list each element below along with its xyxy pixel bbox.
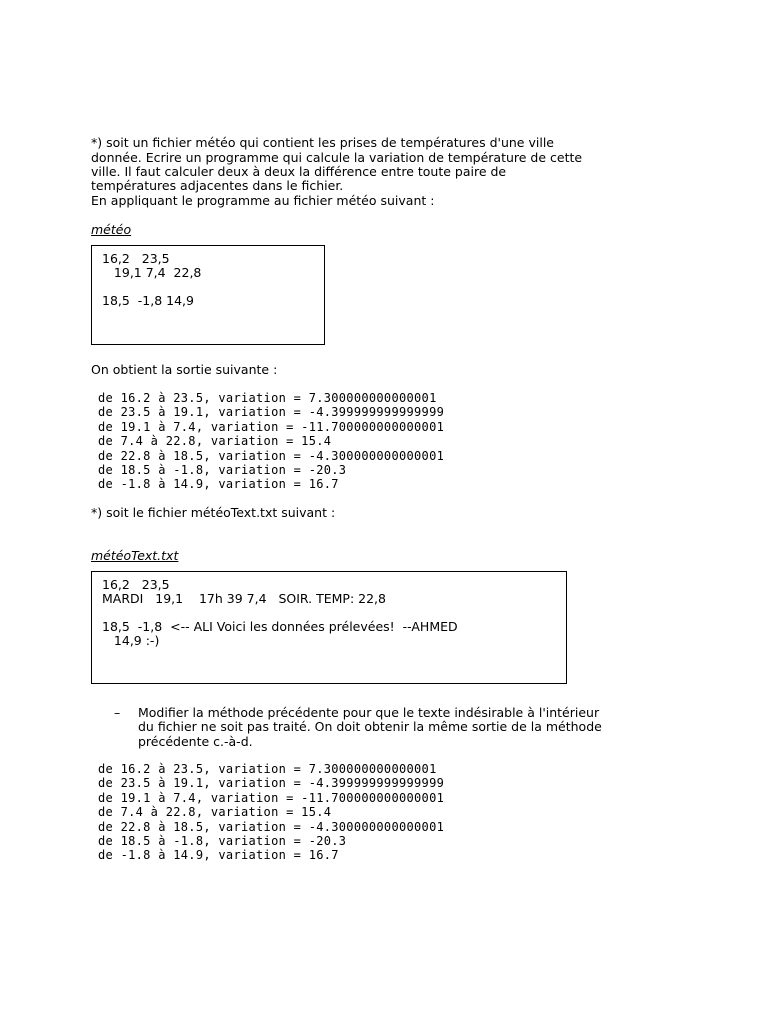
exercise-2-intro: *) soit le fichier météoText.txt suivant : (91, 505, 336, 520)
output-label: On obtient la sortie suivante : (91, 362, 278, 377)
file-line: 14,9 :-) (102, 633, 160, 648)
output-line: de 19.1 à 7.4, variation = -11.700000000000001 (98, 791, 445, 805)
file-line: 16,2 23,5 (102, 577, 170, 592)
file-line: 19,1 7,4 22,8 (102, 265, 202, 280)
intro-line: températures adjacentes dans le fichier. (91, 178, 344, 193)
file-title-meteotext: météoText.txt (91, 548, 179, 563)
output-line: de -1.8 à 14.9, variation = 16.7 (98, 848, 339, 862)
file-line: MARDI 19,1 17h 39 7,4 SOIR. TEMP: 22,8 (102, 591, 386, 606)
output-line: de 18.5 à -1.8, variation = -20.3 (98, 834, 347, 848)
output-line: de -1.8 à 14.9, variation = 16.7 (98, 477, 339, 491)
file-title-meteo: météo (91, 222, 132, 237)
file-box-meteotext (91, 571, 567, 684)
output-line: de 23.5 à 19.1, variation = -4.399999999999999 (98, 776, 445, 790)
intro-line: donnée. Ecrire un programme qui calcule la variation de température de cette (91, 150, 583, 165)
task-line: du fichier ne soit pas traité. On doit obtenir la même sortie de la méthode (138, 719, 602, 734)
intro-line: *) soit un fichier météo qui contient les prises de températures d'une ville (91, 135, 554, 150)
task-line: précédente c.-à-d. (138, 734, 253, 749)
output-line: de 23.5 à 19.1, variation = -4.399999999999999 (98, 405, 445, 419)
output-line: de 18.5 à -1.8, variation = -20.3 (98, 463, 347, 477)
task-line: Modifier la méthode précédente pour que le texte indésirable à l'intérieur (138, 705, 600, 720)
output-line: de 7.4 à 22.8, variation = 15.4 (98, 434, 332, 448)
output-line: de 22.8 à 18.5, variation = -4.300000000000001 (98, 449, 445, 463)
output-line: de 22.8 à 18.5, variation = -4.300000000000001 (98, 820, 445, 834)
file-line: 18,5 -1,8 14,9 (102, 293, 194, 308)
intro-line: En appliquant le programme au fichier météo suivant : (91, 193, 435, 208)
bullet-dash: – (114, 705, 121, 720)
file-line: 16,2 23,5 (102, 251, 170, 266)
file-line: 18,5 -1,8 <-- ALI Voici les données prélevées! --AHMED (102, 619, 458, 634)
intro-line: ville. Il faut calculer deux à deux la différence entre toute paire de (91, 164, 507, 179)
file-box-meteo (91, 245, 325, 345)
output-line: de 16.2 à 23.5, variation = 7.300000000000001 (98, 391, 437, 405)
output-line: de 19.1 à 7.4, variation = -11.700000000000001 (98, 420, 445, 434)
output-line: de 7.4 à 22.8, variation = 15.4 (98, 805, 332, 819)
output-line: de 16.2 à 23.5, variation = 7.300000000000001 (98, 762, 437, 776)
